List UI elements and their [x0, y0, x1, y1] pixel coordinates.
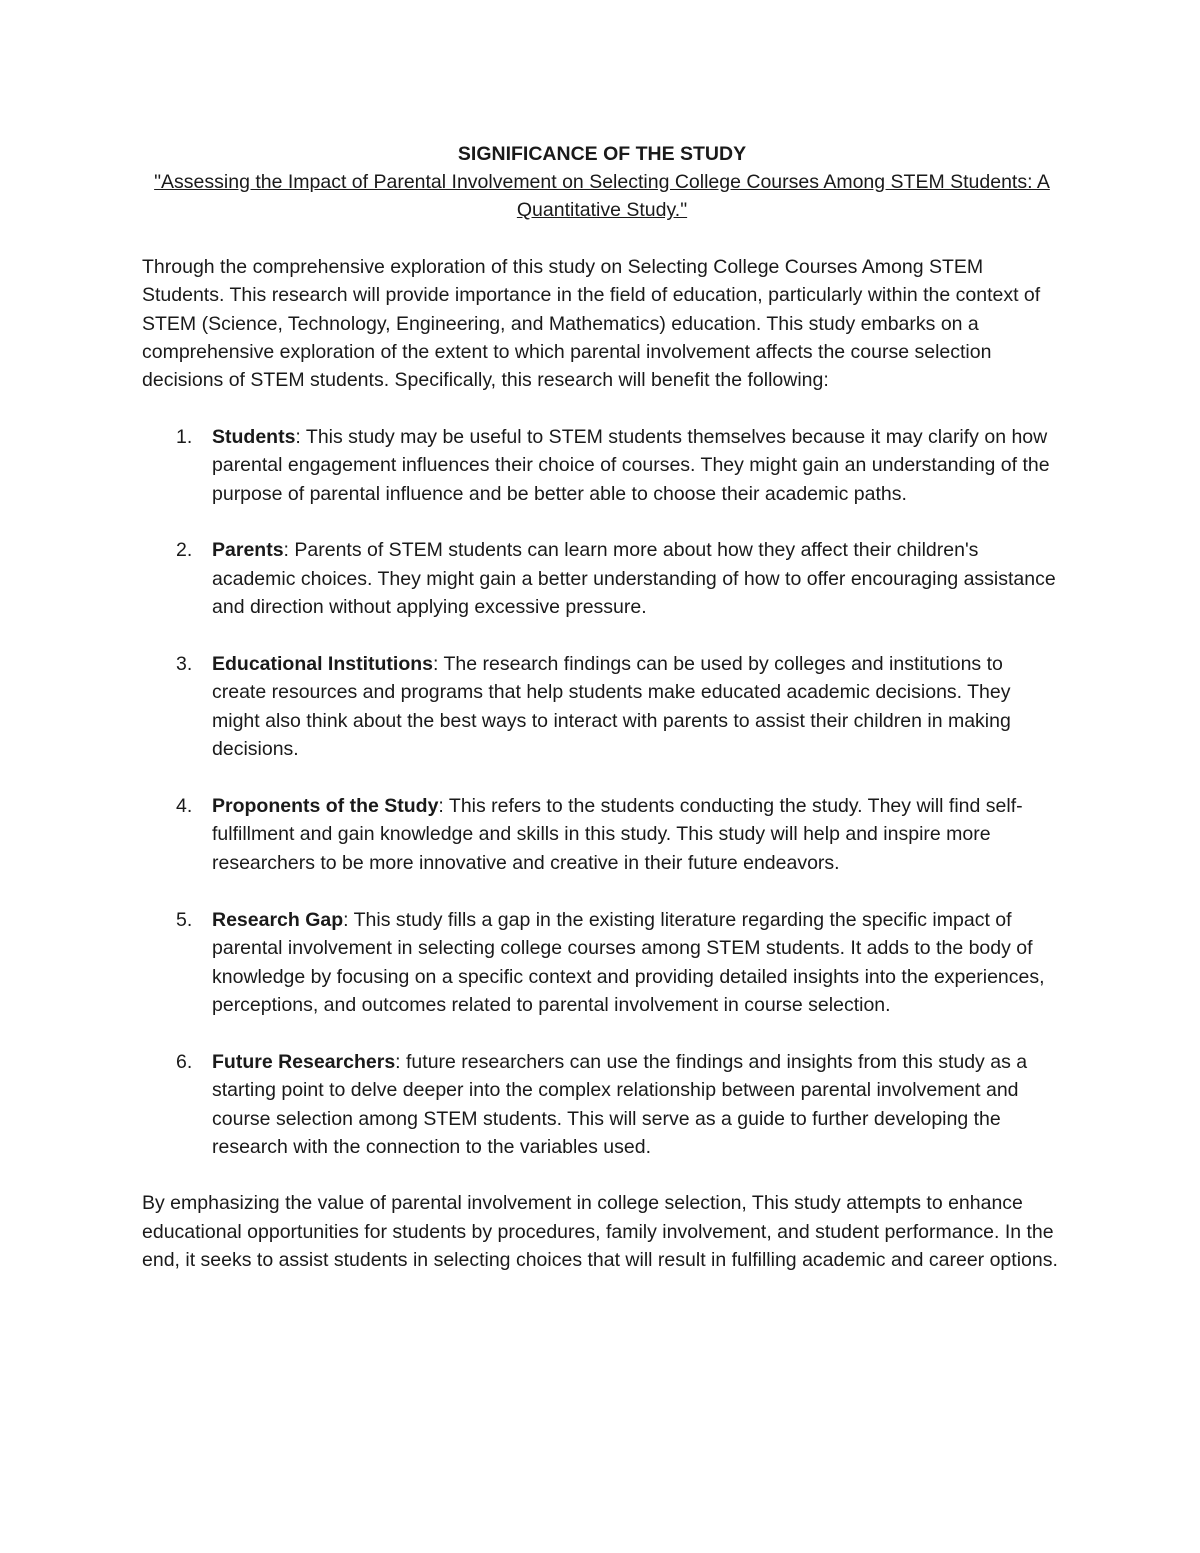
- list-text: : This study fills a gap in the existing literature regarding the specific impact of parental involvement in selecting college courses among STEM students. It adds to the body of knowledge by focusing on a specific context and providing detailed insights into the experiences, perceptions, and outcomes related to parental involvement in course selection.: [212, 908, 1045, 1016]
- list-item-proponents: [142, 792, 1062, 877]
- list-item-parents: [142, 536, 1062, 621]
- list-text: : Parents of STEM students can learn more about how they affect their children's academic choices. They might gain a better understanding of how to offer encouraging assistance and direction without applying excessive pressure.: [212, 539, 1056, 619]
- list-item-research-gap: [142, 906, 1062, 1020]
- list-term: Proponents of the Study: [212, 795, 439, 818]
- list-text: : This refers to the students conducting the study. They will find self-fulfillment and gain knowledge and skills in this study. This study will help and inspire more researchers to be more innovative and creative in their future endeavors.: [212, 795, 1023, 874]
- list-number: 4.: [176, 795, 193, 818]
- list-number: 6.: [176, 1050, 193, 1073]
- list-text: : future researchers can use the findings and insights from this study as a starting point to delve deeper into the complex relationship between parental involvement and course selection among STEM students. This will serve as a guide to further developing the research with the connection to the variables used.: [212, 1050, 1028, 1158]
- list-number: 5.: [176, 908, 193, 931]
- list-text: : This study may be useful to STEM students themselves because it may clarify on how parental engagement influences their choice of courses. They might gain an understanding of the purpose of parental influence and be better able to choose their academic paths.: [212, 425, 1050, 505]
- document-page: [142, 140, 1062, 1275]
- list-term: Parents: [212, 539, 284, 562]
- list-item-future-researchers: [142, 1048, 1062, 1162]
- list-term: Students: [212, 425, 296, 448]
- list-item-educational-institutions: [142, 650, 1062, 764]
- beneficiaries-list: [142, 423, 1062, 1161]
- list-number: 3.: [176, 653, 193, 676]
- list-term: Future Researchers: [212, 1050, 396, 1073]
- list-term: Research Gap: [212, 908, 344, 931]
- page-title: SIGNIFICANCE OF THE STUDY: [457, 143, 747, 165]
- conclusion-paragraph: By emphasizing the value of parental involvement in college selection, This study attempts to enhance educational opportunities for students by procedures, family involvement, and student performance. In the end, it seeks to assist students in selecting choices that will result in fulfilling academic and career options.: [142, 1192, 1058, 1272]
- study-title: "Assessing the Impact of Parental Involvement on Selecting College Courses Among STEM Students: A Quantitative Study.": [154, 171, 1050, 222]
- list-number: 2.: [176, 539, 193, 562]
- list-term: Educational Institutions: [212, 653, 434, 676]
- list-item-students: [142, 423, 1062, 508]
- intro-paragraph: Through the comprehensive exploration of this study on Selecting College Courses Among STEM Students. This research will provide importance in the field of education, particularly within the context of STEM (Science, Technology, Engineering, and Mathematics) education. This study embarks on a comprehensive exploration of the extent to which parental involvement affects the course selection decisions of STEM students. Specifically, this research will benefit the following:: [142, 255, 1041, 392]
- list-text: : The research findings can be used by colleges and institutions to create resources and programs that help students make educated academic decisions. They might also think about the best ways to interact with parents to assist their children in making decisions.: [212, 653, 1011, 761]
- list-number: 1.: [176, 425, 193, 448]
